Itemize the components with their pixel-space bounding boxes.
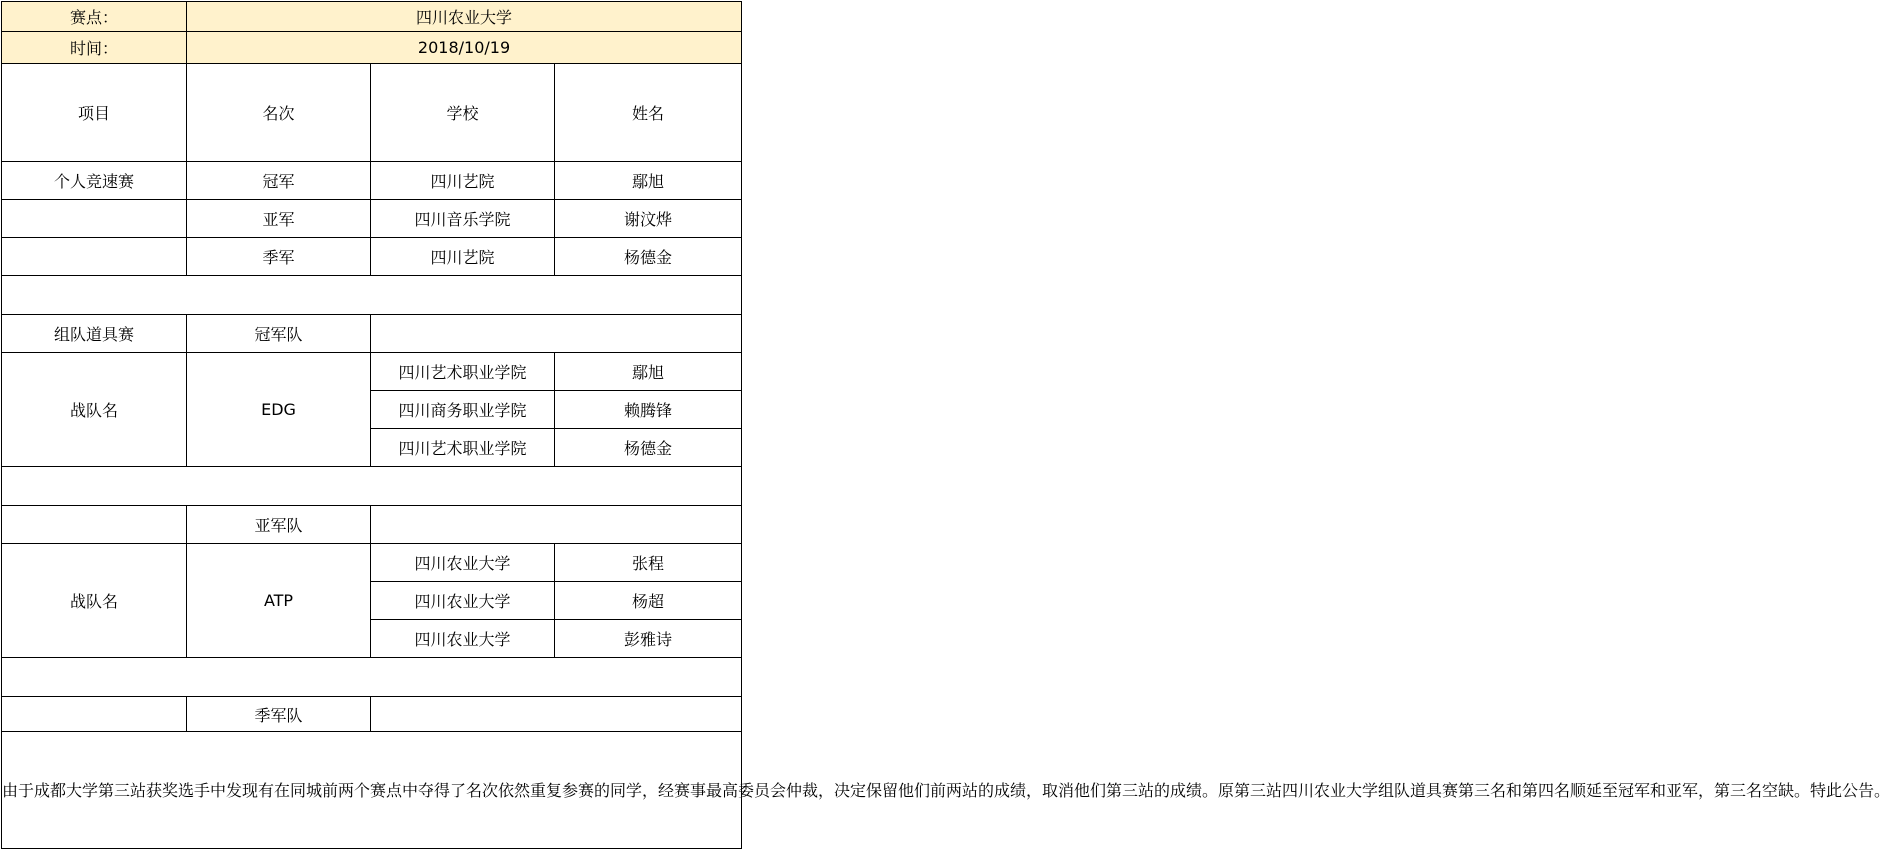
individual-name: 杨德金 (555, 238, 742, 276)
time-label: 时间： (2, 32, 187, 64)
team-third-header-row (2, 697, 742, 732)
runner-up-team-name: ATP (187, 544, 371, 658)
individual-school: 四川艺院 (371, 162, 555, 200)
spacer-row (2, 658, 742, 697)
venue-value: 四川农业大学 (187, 2, 742, 32)
individual-name: 谢汶烨 (555, 200, 742, 238)
spacer-row (2, 276, 742, 315)
empty-cell (371, 697, 742, 732)
empty-cell (2, 697, 187, 732)
champion-team-label: 冠军队 (187, 315, 371, 353)
team-event-label: 组队道具赛 (2, 315, 187, 353)
individual-row-3 (2, 238, 742, 276)
column-header-rank: 名次 (187, 64, 371, 162)
member-name: 鄢旭 (555, 353, 742, 391)
member-name: 赖腾锋 (555, 391, 742, 429)
column-header-name: 姓名 (555, 64, 742, 162)
venue-row (2, 2, 742, 32)
member-name: 杨超 (555, 582, 742, 620)
empty-cell (2, 200, 187, 238)
individual-rank: 亚军 (187, 200, 371, 238)
column-header-row (2, 64, 742, 162)
time-value: 2018/10/19 (187, 32, 742, 64)
team-champion-header-row (2, 315, 742, 353)
individual-rank: 冠军 (187, 162, 371, 200)
member-name: 彭雅诗 (555, 620, 742, 658)
empty-cell (2, 658, 742, 697)
individual-event-label: 个人竞速赛 (2, 162, 187, 200)
empty-cell (2, 276, 742, 315)
spacer-row (2, 467, 742, 506)
member-school: 四川农业大学 (371, 620, 555, 658)
empty-cell (371, 315, 742, 353)
member-school: 四川艺术职业学院 (371, 353, 555, 391)
runner-up-member-row-1 (2, 544, 742, 582)
individual-school: 四川音乐学院 (371, 200, 555, 238)
empty-cell (2, 238, 187, 276)
individual-name: 鄢旭 (555, 162, 742, 200)
column-header-event: 项目 (2, 64, 187, 162)
team-runner-up-header-row (2, 506, 742, 544)
empty-cell (371, 506, 742, 544)
notice-text: 由于成都大学第三站获奖选手中发现有在同城前两个赛点中夺得了名次依然重复参赛的同学，经赛事最高委员会仲裁，决定保留他们前两站的成绩，取消他们第三站的成绩。原第三站四川农业大学组队道具赛第三名和第四名顺延至冠军和亚军，第三名空缺。特此公告。 (2, 732, 742, 849)
individual-school: 四川艺院 (371, 238, 555, 276)
member-school: 四川农业大学 (371, 544, 555, 582)
runner-up-team-label: 亚军队 (187, 506, 371, 544)
time-row (2, 32, 742, 64)
member-school: 四川农业大学 (371, 582, 555, 620)
empty-cell (2, 506, 187, 544)
member-school: 四川艺术职业学院 (371, 429, 555, 467)
column-header-school: 学校 (371, 64, 555, 162)
individual-row-2 (2, 200, 742, 238)
member-name: 杨德金 (555, 429, 742, 467)
champion-team-name-label: 战队名 (2, 353, 187, 467)
empty-cell (2, 467, 742, 506)
champion-team-name: EDG (187, 353, 371, 467)
results-table (1, 1, 1890, 849)
champion-member-row-1 (2, 353, 742, 391)
notice-row (2, 732, 742, 849)
third-team-label: 季军队 (187, 697, 371, 732)
individual-rank: 季军 (187, 238, 371, 276)
individual-row-1 (2, 162, 742, 200)
member-school: 四川商务职业学院 (371, 391, 555, 429)
venue-label: 赛点： (2, 2, 187, 32)
member-name: 张程 (555, 544, 742, 582)
runner-up-team-name-label: 战队名 (2, 544, 187, 658)
